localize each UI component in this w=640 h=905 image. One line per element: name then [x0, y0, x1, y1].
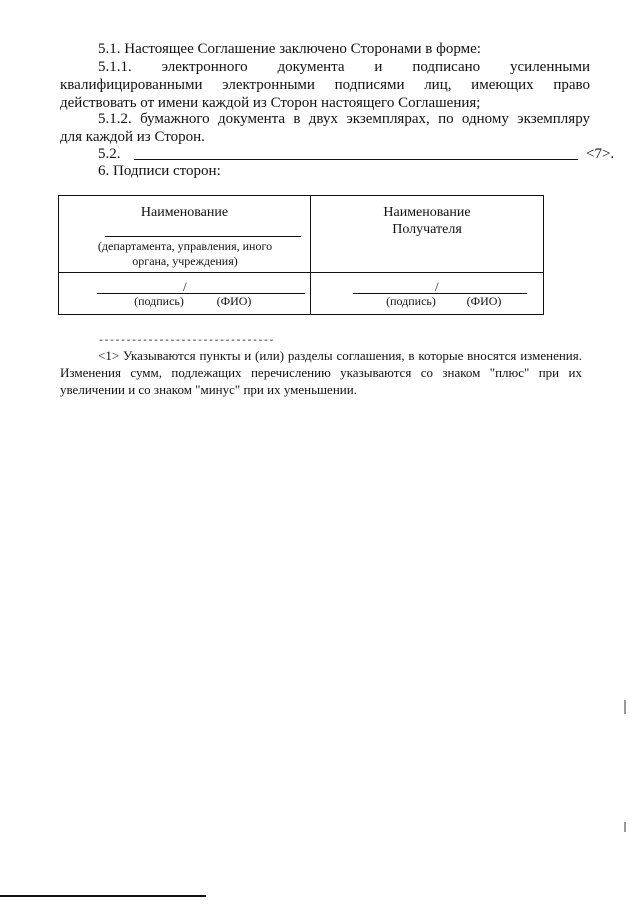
- left-signature-slash: /: [183, 279, 187, 294]
- paragraph-5-2-blank-line: [134, 159, 578, 160]
- section-6-heading: 6. Подписи сторон:: [98, 163, 221, 179]
- left-party-name-line: [105, 236, 301, 237]
- paragraph-5-1-2: [60, 110, 590, 146]
- paragraph-5-2: [98, 145, 615, 163]
- paragraph-5-1-2-first-line: 5.1.2. бумажного документа в двух экземплярах, по одному экземпляру: [98, 111, 590, 127]
- paragraph-5-2-footnote-ref: <7>.: [586, 146, 615, 162]
- left-party-caption-line2: органа, учреждения): [132, 254, 238, 268]
- table-divider-horizontal: [59, 272, 543, 273]
- right-name-label: (ФИО): [466, 294, 502, 308]
- right-party-title-line1: Наименование: [383, 205, 471, 220]
- edge-scan-mark: [624, 700, 626, 714]
- left-name-label: (ФИО): [216, 294, 252, 308]
- signature-table: [58, 195, 544, 315]
- paragraph-5-2-number: 5.2.: [98, 146, 121, 162]
- left-party-caption-line1: (департамента, управления, иного: [97, 239, 273, 253]
- paragraph-5-1-1: [60, 58, 590, 112]
- edge-scan-mark: [624, 822, 626, 832]
- right-signature-label: (подпись): [386, 294, 436, 308]
- footnote-separator: --------------------------------: [98, 336, 275, 347]
- paragraph-5-1: [60, 40, 590, 58]
- paragraph-5-1-text: 5.1. Настоящее Соглашение заключено Сторонами в форме:: [98, 41, 481, 57]
- footnote-1-text: <1> Указываются пункты и (или) разделы соглашения, в которые вносятся изменения. Изменения сумм, подлежащих перечислению указываются со знаком "плюс" при их увеличении и со знаком "минус" при их уменьшении.: [60, 348, 582, 397]
- right-signature-slash: /: [435, 279, 439, 294]
- left-party-title: Наименование: [140, 205, 229, 220]
- left-signature-label: (подпись): [134, 294, 184, 308]
- paragraph-5-1-1-rest: квалифицированными электронными подписями лиц, имеющих право действовать от имени каждой из Сторон настоящего Соглашения;: [60, 77, 590, 111]
- footnote-1: [60, 347, 582, 398]
- paragraph-5-1-1-first-line: 5.1.1. электронного документа и подписано усиленными: [98, 59, 590, 75]
- paragraph-5-1-2-rest: для каждой из Сторон.: [60, 129, 205, 145]
- right-party-title-line2: Получателя: [392, 222, 462, 237]
- bottom-scan-rule: [0, 895, 206, 897]
